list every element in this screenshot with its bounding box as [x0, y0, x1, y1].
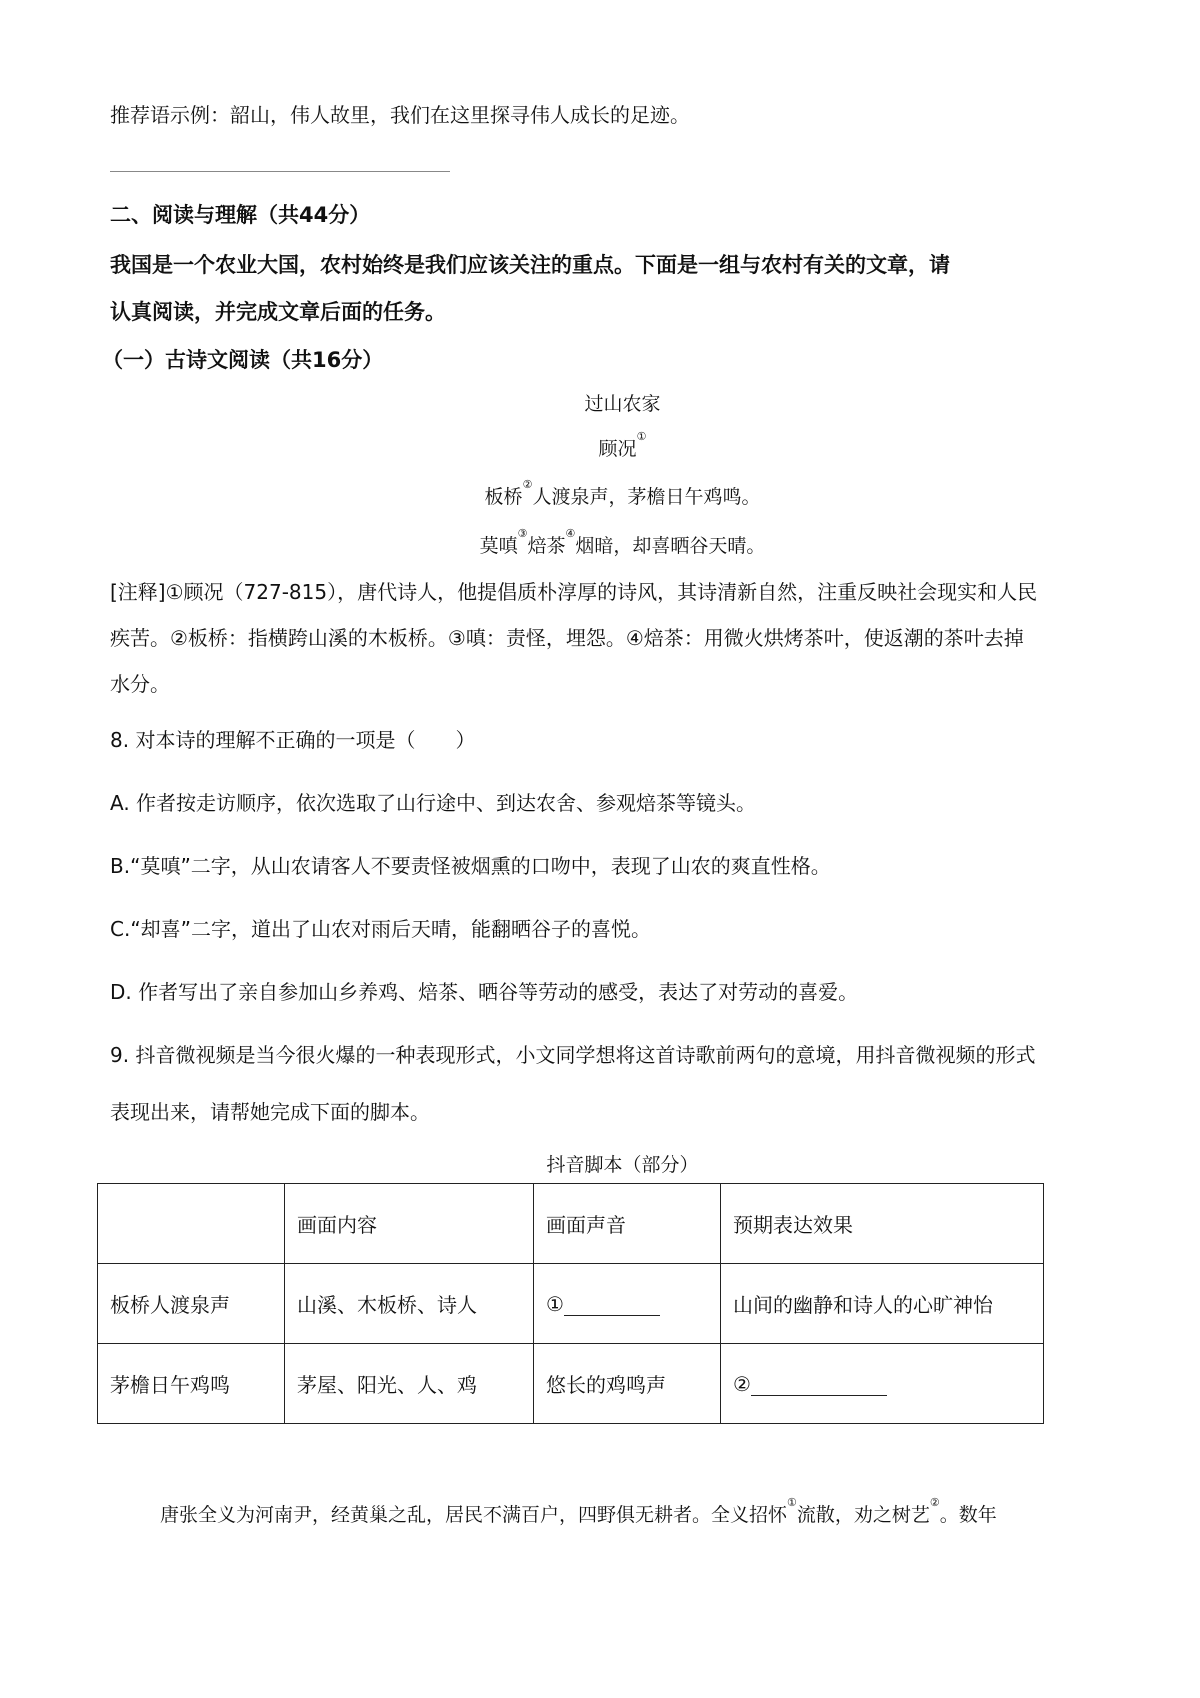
- table-cell: 山溪、木板桥、诗人: [285, 1264, 534, 1344]
- footnote-marker: ④: [565, 527, 576, 540]
- intro-line-1: 我国是一个农业大国，农村始终是我们应该关注的重点。下面是一组与农村有关的文章，请: [110, 253, 950, 277]
- question-9-line-1: 9. 抖音微视频是当今很火爆的一种表现形式，小文同学想将这首诗歌前两句的意境，用抖音微视频的形式: [110, 1043, 1036, 1067]
- fill-blank-1[interactable]: [564, 1295, 660, 1316]
- script-table: [97, 1183, 1044, 1424]
- classical-text-line: 唐张全义为河南尹，经黄巢之乱，居民不满百户，四野俱无耕者。全义招怀①流散，劝之树艺②。数年: [160, 1496, 997, 1526]
- poem-title: 过山农家: [584, 393, 661, 415]
- question-8-stem: 8. 对本诗的理解不正确的一项是（ ）: [110, 728, 476, 752]
- table-row: [98, 1344, 1044, 1424]
- table-header-cell: 预期表达效果: [721, 1184, 1044, 1264]
- question-8-option-b: B.“莫嗔”二字，从山农请客人不要责怪被烟熏的口吻中，表现了山农的爽直性格。: [110, 854, 831, 878]
- table-cell: 茅屋、阳光、人、鸡: [285, 1344, 534, 1424]
- question-8-option-c: C.“却喜”二字，道出了山农对雨后天晴，能翻晒谷子的喜悦。: [110, 917, 652, 941]
- example-sentence: 推荐语示例：韶山，伟人故里，我们在这里探寻伟人成长的足迹。: [110, 103, 690, 127]
- question-8-option-a: A. 作者按走访顺序，依次选取了山行途中、到达农舍、参观焙茶等镜头。: [110, 791, 757, 815]
- subsection-title: （一）古诗文阅读（共16分）: [102, 348, 384, 372]
- notes-line-3: 水分。: [110, 672, 170, 696]
- poem-author: 顾况①: [598, 430, 647, 460]
- table-header-cell: 画面内容: [285, 1184, 534, 1264]
- table-header-cell: [98, 1184, 285, 1264]
- notes-line-1: [注释]①顾况（727-815），唐代诗人，他提倡质朴淳厚的诗风，其诗清新自然，注重反映社会现实和人民: [110, 580, 1038, 604]
- question-8-option-d: D. 作者写出了亲自参加山乡养鸡、焙茶、晒谷等劳动的感受，表达了对劳动的喜爱。: [110, 980, 859, 1004]
- question-9-line-2: 表现出来，请帮她完成下面的脚本。: [110, 1100, 430, 1124]
- footnote-marker: ①: [636, 430, 647, 443]
- intro-line-2: 认真阅读，并完成文章后面的任务。: [110, 300, 446, 324]
- footnote-marker: ①: [787, 1496, 797, 1509]
- table-row: [98, 1264, 1044, 1344]
- poem-line-2: 莫嗔③焙茶④烟暗，却喜晒谷天晴。: [479, 527, 766, 557]
- answer-cell-1: ①: [534, 1264, 721, 1344]
- table-header-cell: 画面声音: [534, 1184, 721, 1264]
- poem-line-1: 板桥②人渡泉声，茅檐日午鸡鸣。: [484, 478, 761, 508]
- table-header-row: [98, 1184, 1044, 1264]
- fill-blank-2[interactable]: [751, 1375, 887, 1396]
- footnote-marker: ②: [929, 1496, 940, 1509]
- table-caption: 抖音脚本（部分）: [546, 1154, 699, 1176]
- table-cell: 板桥人渡泉声: [98, 1264, 285, 1344]
- answer-line: [110, 171, 450, 172]
- notes-line-2: 疾苦。②板桥：指横跨山溪的木板桥。③嗔：责怪，埋怨。④焙茶：用微火烘烤茶叶，使返潮的茶叶去掉: [110, 626, 1024, 650]
- footnote-marker: ③: [517, 527, 528, 540]
- table-cell: 山间的幽静和诗人的心旷神怡: [721, 1264, 1044, 1344]
- section-title: 二、阅读与理解（共44分）: [110, 203, 371, 227]
- answer-cell-2: ②: [721, 1344, 1044, 1424]
- table-cell: 悠长的鸡鸣声: [534, 1344, 721, 1424]
- footnote-marker: ②: [522, 478, 533, 491]
- table-cell: 茅檐日午鸡鸣: [98, 1344, 285, 1424]
